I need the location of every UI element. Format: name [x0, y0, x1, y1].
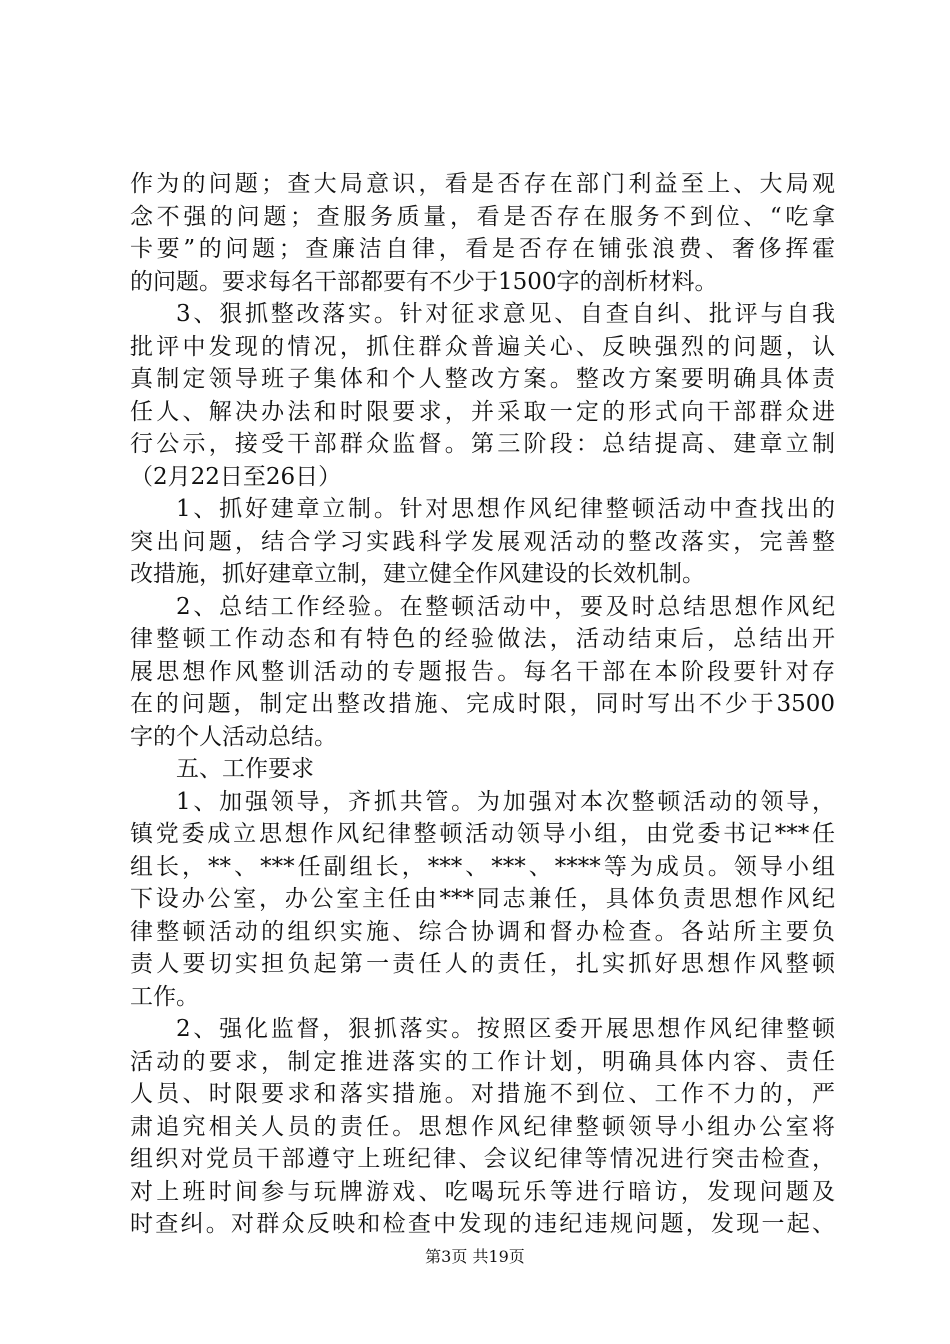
text-line: 律整顿活动的组织实施、综合协调和督办检查。各站所主要负 [130, 918, 835, 945]
text-line: 镇党委成立思想作风纪律整顿活动领导小组，由党委书记***任 [130, 821, 835, 847]
text-line: 1、加强领导，齐抓共管。为加强对本次整顿活动的领导， [176, 788, 835, 815]
text-line: 责人要切实担负起第一责任人的责任，扎实抓好思想作风整顿 [130, 951, 835, 977]
text-line: 字的个人活动总结。 [130, 723, 337, 750]
text-line: 时查纠。对群众反映和检查中发现的违纪违规问题，发现一起、 [130, 1211, 835, 1237]
text-line: 组长，**、***任副组长，***、***、****等为成员。领导小组 [130, 853, 835, 880]
text-line: 卡要”的问题；查廉洁自律，看是否存在铺张浪费、奢侈挥霍 [130, 236, 835, 262]
text-line: 批评中发现的情况，抓住群众普遍关心、反映强烈的问题，认 [130, 333, 835, 360]
text-line: 作为的问题；查大局意识，看是否存在部门利益至上、大局观 [130, 171, 835, 197]
text-line: 人员、时限要求和落实措施。对措施不到位、工作不力的，严 [130, 1081, 835, 1107]
text-line: 行公示，接受干部群众监督。第三阶段：总结提高、建章立制 [130, 431, 835, 457]
text-line: 1、抓好建章立制。针对思想作风纪律整顿活动中查找出的 [176, 496, 835, 522]
page-footer: 第3页 共19页 [425, 1247, 525, 1266]
text-line: 活动的要求，制定推进落实的工作计划，明确具体内容、责任 [130, 1048, 835, 1075]
text-line: 工作。 [130, 983, 199, 1010]
text-line: 改措施，抓好建章立制，建立健全作风建设的长效机制。 [130, 561, 705, 587]
text-line: 突出问题，结合学习实践科学发展观活动的整改落实，完善整 [130, 528, 835, 555]
text-line: 五、工作要求 [176, 756, 314, 782]
text-line: 对上班时间参与玩牌游戏、吃喝玩乐等进行暗访，发现问题及 [130, 1178, 835, 1205]
text-line: 在的问题，制定出整改措施、完成时限，同时写出不少于3500 [130, 691, 835, 717]
text-line: 的问题。要求每名干部都要有不少于1500字的剖析材料。 [130, 268, 718, 295]
text-line: （2月22日至26日） [130, 463, 342, 490]
text-line: 展思想作风整训活动的专题报告。每名干部在本阶段要针对存 [130, 658, 835, 685]
text-line: 下设办公室，办公室主任由***同志兼任，具体负责思想作风纪 [130, 886, 835, 912]
text-line: 组织对党员干部遵守上班纪律、会议纪律等情况进行突击检查， [130, 1146, 835, 1172]
text-line: 肃追究相关人员的责任。思想作风纪律整顿领导小组办公室将 [130, 1113, 835, 1140]
text-line: 2、强化监督，狠抓落实。按照区委开展思想作风纪律整顿 [176, 1016, 835, 1042]
text-line: 念不强的问题；查服务质量，看是否存在服务不到位、“吃拿 [130, 203, 835, 230]
text-line: 任人、解决办法和时限要求，并采取一定的形式向干部群众进 [130, 398, 835, 425]
text-line: 2、总结工作经验。在整顿活动中，要及时总结思想作风纪 [176, 593, 835, 620]
text-line: 真制定领导班子集体和个人整改方案。整改方案要明确具体责 [130, 366, 835, 392]
text-line: 律整顿工作动态和有特色的经验做法，活动结束后，总结出开 [130, 626, 835, 652]
body-text [130, 168, 835, 1241]
text-line: 3、狠抓整改落实。针对征求意见、自查自纠、批评与自我 [176, 301, 835, 327]
